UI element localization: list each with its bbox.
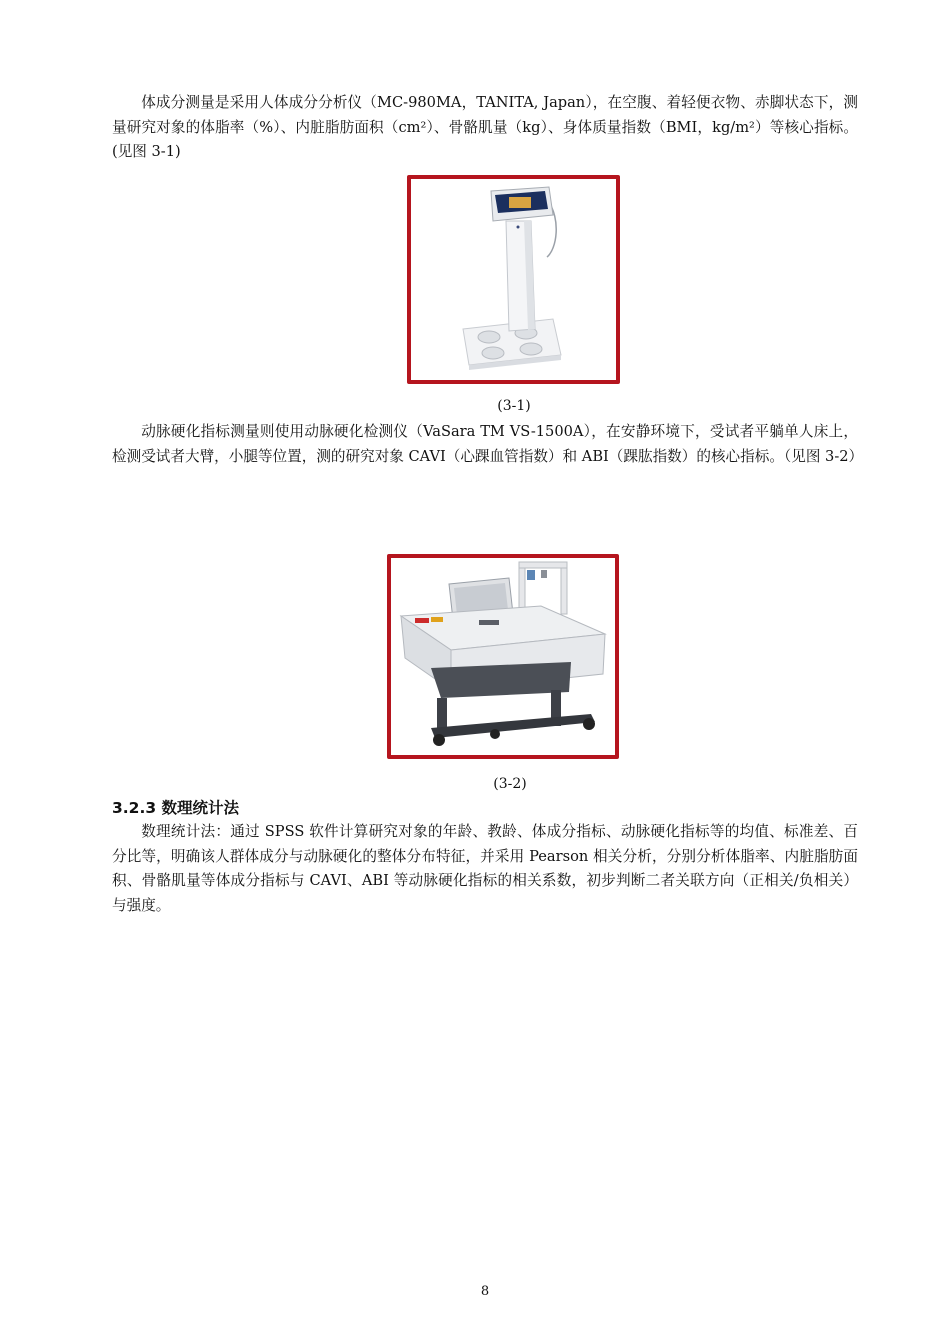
paragraph-arteriosclerosis: 动脉硬化指标测量则使用动脉硬化检测仪（VaSara TM VS-1500A），在安静环境下，受试者平躺单人床上，检测受试者大臂，小腿等位置，测的研究对象 CAVI（心踝血管指数）和 ABI（踝肱指数）的核心指标。（见图 3-2） xyxy=(112,423,864,465)
section-heading: 3.2.3 数理统计法 xyxy=(112,799,240,817)
arteriosclerosis-detector-image xyxy=(391,558,615,755)
figure-arteriosclerosis-detector xyxy=(387,554,619,759)
page-number: 8 xyxy=(480,1284,490,1299)
paragraph-body-composition: 体成分测量是采用人体成分分析仪（MC-980MA，TANITA, Japan），在空腹、着轻便衣物、赤脚状态下，测量研究对象的体脂率（%）、内脏脂肪面积（cm²）、骨骼肌量（kg）、身体质量指数（BMI，kg/m²）等核心指标。(见图 3-1) xyxy=(112,94,858,160)
figure-caption-3-1: (3-1) xyxy=(497,398,531,414)
paragraph-statistics: 数理统计法：通过 SPSS 软件计算研究对象的年龄、教龄、体成分指标、动脉硬化指标等的均值、标准差、百分比等，明确该人群体成分与动脉硬化的整体分布特征，并采用 Pearson 相关分析，分别分析体脂率、内脏脂肪面积、骨骼肌量等体成分指标与 CAVI、ABI 等动脉硬化指标的相关系数，初步判断二者关联方向（正相关/负相关）与强度。 xyxy=(112,823,858,914)
figure-caption-3-2: (3-2) xyxy=(493,776,527,792)
body-composition-analyzer-image xyxy=(411,179,616,380)
figure-body-composition-analyzer xyxy=(407,175,620,384)
